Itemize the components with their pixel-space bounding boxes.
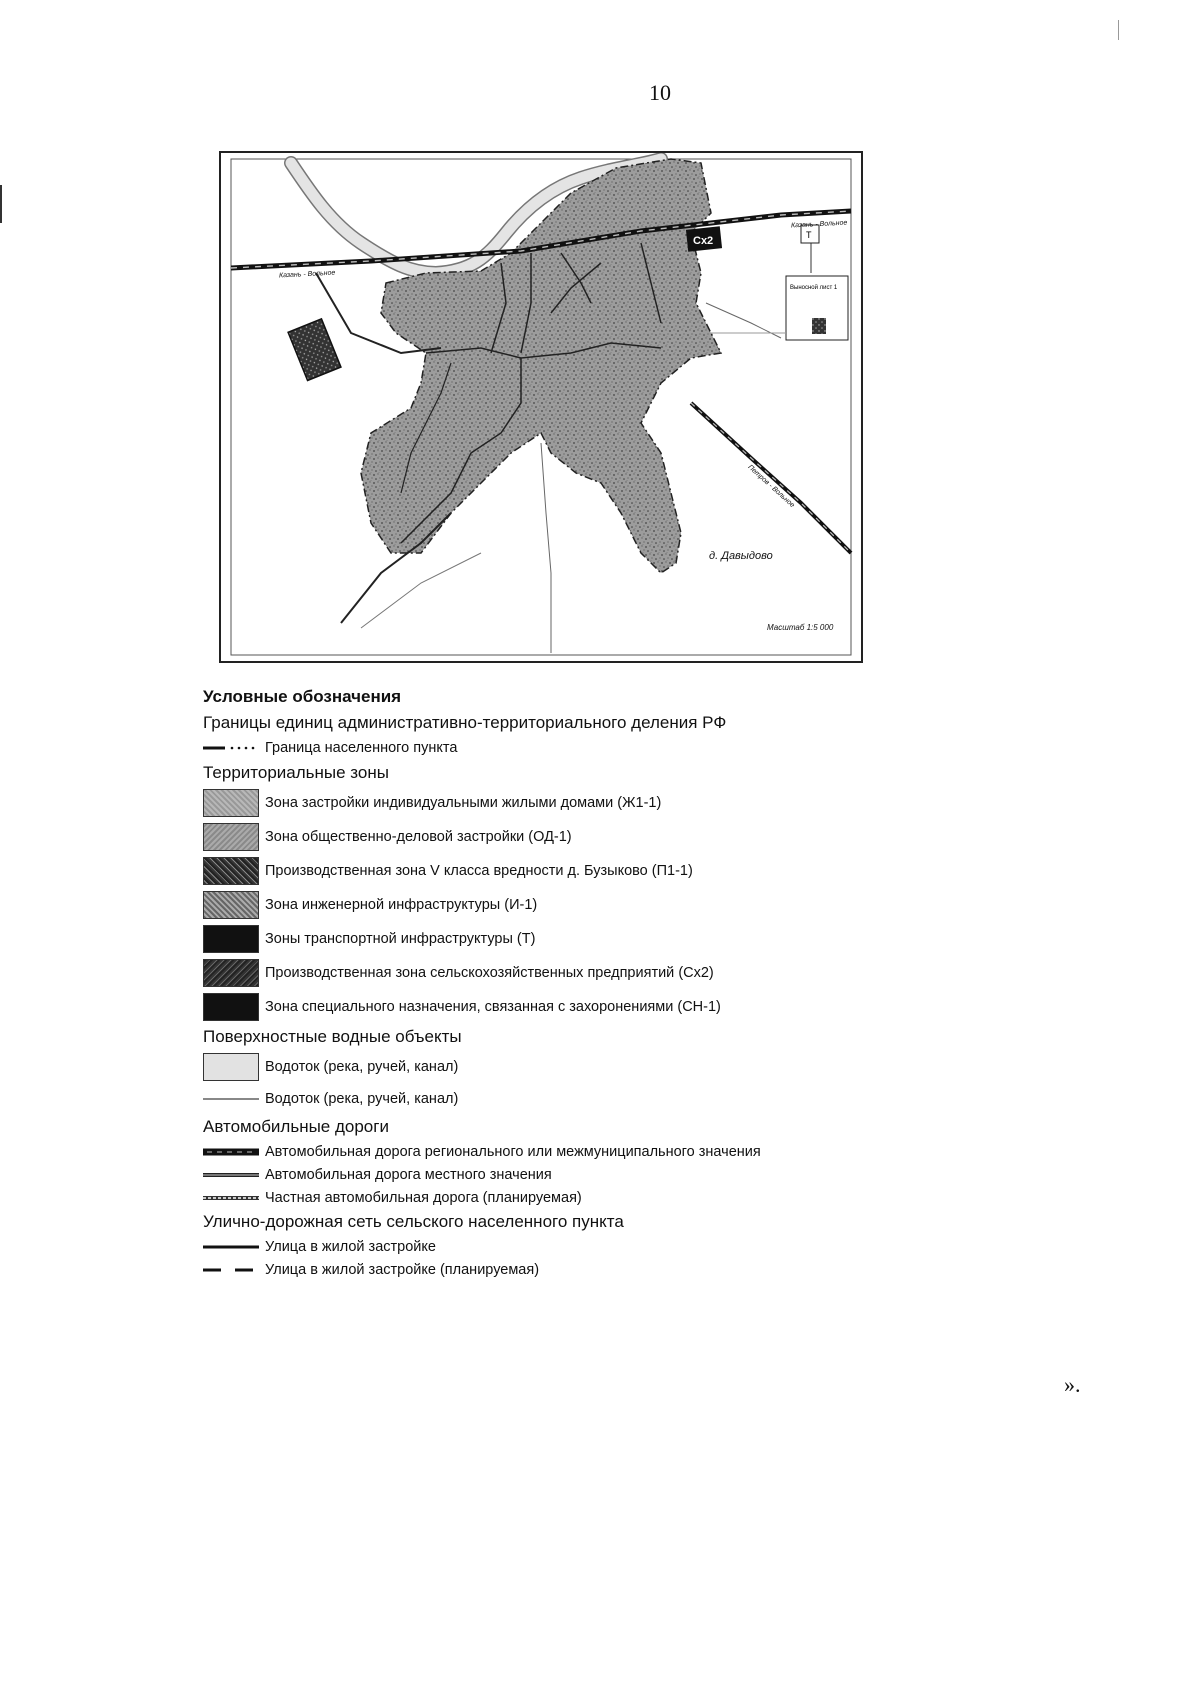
zone-swatch bbox=[203, 823, 259, 851]
legend-item-label: Зона инженерной инфраструктуры (И-1) bbox=[265, 897, 538, 913]
legend-item-label: Автомобильная дорога регионального или межмуниципального значения bbox=[265, 1143, 761, 1160]
inset-sheet-label: Выносной лист 1 bbox=[790, 285, 838, 291]
settlement-zone bbox=[361, 159, 721, 573]
private-road-symbol bbox=[203, 1191, 259, 1205]
zone-swatch bbox=[203, 857, 259, 885]
scan-edge-mark bbox=[0, 185, 2, 223]
zone-swatch bbox=[203, 891, 259, 919]
legend-section-heading: Поверхностные водные объекты bbox=[203, 1027, 462, 1046]
legend-item-zone-zh1 bbox=[203, 786, 923, 820]
legend-item-zone-od1 bbox=[203, 820, 923, 854]
zone-swatch bbox=[203, 993, 259, 1021]
closing-quote: ». bbox=[1064, 1372, 1081, 1397]
legend-item-label: Водоток (река, ручей, канал) bbox=[265, 1059, 459, 1075]
water-line-symbol bbox=[203, 1092, 259, 1106]
legend-item-label: Водоток (река, ручей, канал) bbox=[265, 1091, 459, 1107]
legend-item-boundary bbox=[203, 736, 923, 760]
legend-item-road-regional bbox=[203, 1140, 923, 1163]
water-swatch bbox=[203, 1053, 259, 1081]
zone-swatch bbox=[203, 789, 259, 817]
legend-item-road-private bbox=[203, 1186, 923, 1209]
legend-item-label: Зона застройки индивидуальными жилыми домами (Ж1-1) bbox=[265, 795, 662, 811]
legend-item-label: Производственная зона V класса вредности д. Бузыково (П1-1) bbox=[265, 863, 693, 879]
legend-item-label: Улица в жилой застройке (планируемая) bbox=[265, 1261, 540, 1278]
legend-item-label: Зона общественно-деловой застройки (ОД-1) bbox=[265, 829, 572, 845]
zone-swatch bbox=[203, 925, 259, 953]
map-canvas bbox=[221, 153, 861, 661]
scan-edge-mark bbox=[1118, 20, 1119, 40]
zoning-map bbox=[219, 151, 863, 663]
map-legend bbox=[203, 684, 923, 1281]
settlement-name: д. Давыдово bbox=[709, 550, 773, 562]
legend-item-label: Зоны транспортной инфраструктуры (Т) bbox=[265, 931, 536, 947]
zone-swatch bbox=[203, 959, 259, 987]
road-label-diagonal: Петров - Вольное bbox=[746, 463, 796, 510]
legend-item-road-local bbox=[203, 1163, 923, 1186]
legend-item-label: Улица в жилой застройке bbox=[265, 1238, 436, 1255]
legend-item-label: Автомобильная дорога местного значения bbox=[265, 1166, 552, 1183]
road-label-right: Казань - Вольное bbox=[790, 219, 848, 230]
local-road bbox=[361, 553, 481, 628]
legend-item-label: Зона специального назначения, связанная с захоронениями (СН-1) bbox=[265, 999, 721, 1015]
legend-item-label: Граница населенного пункта bbox=[265, 740, 458, 756]
boundary-symbol bbox=[203, 741, 259, 755]
production-zone-p1-1 bbox=[288, 319, 341, 381]
legend-section-heading: Территориальные зоны bbox=[203, 763, 389, 782]
page-number: 10 bbox=[649, 80, 671, 105]
street-symbol bbox=[203, 1240, 259, 1254]
regional-road-symbol bbox=[203, 1145, 259, 1159]
legend-item-zone-i1 bbox=[203, 888, 923, 922]
inset-small-label: Т bbox=[806, 230, 812, 240]
inset-zone bbox=[812, 318, 826, 334]
legend-item-water-line bbox=[203, 1084, 923, 1114]
water-line bbox=[541, 443, 551, 653]
legend-section-heading: Улично-дорожная сеть сельского населенного пункта bbox=[203, 1212, 624, 1231]
planned-street-symbol bbox=[203, 1263, 259, 1277]
legend-section-heading: Автомобильные дороги bbox=[203, 1117, 389, 1136]
legend-item-street bbox=[203, 1235, 923, 1258]
road-label-left: Казань - Вольное bbox=[278, 269, 336, 280]
local-road-symbol bbox=[203, 1168, 259, 1182]
legend-item-label: Производственная зона сельскохозяйственных предприятий (Сх2) bbox=[265, 965, 714, 981]
legend-item-street-planned bbox=[203, 1258, 923, 1281]
legend-item-zone-sn1 bbox=[203, 990, 923, 1024]
legend-item-label: Частная автомобильная дорога (планируемая) bbox=[265, 1189, 582, 1206]
sx2-label: Сх2 bbox=[693, 235, 714, 247]
legend-section-heading: Границы единиц административно-территориального деления РФ bbox=[203, 713, 727, 732]
legend-title: Условные обозначения bbox=[203, 687, 402, 706]
legend-item-zone-p1 bbox=[203, 854, 923, 888]
legend-item-water-area bbox=[203, 1050, 923, 1084]
map-scale: Масштаб 1:5 000 bbox=[767, 623, 834, 632]
legend-item-zone-t bbox=[203, 922, 923, 956]
legend-item-zone-sx2 bbox=[203, 956, 923, 990]
